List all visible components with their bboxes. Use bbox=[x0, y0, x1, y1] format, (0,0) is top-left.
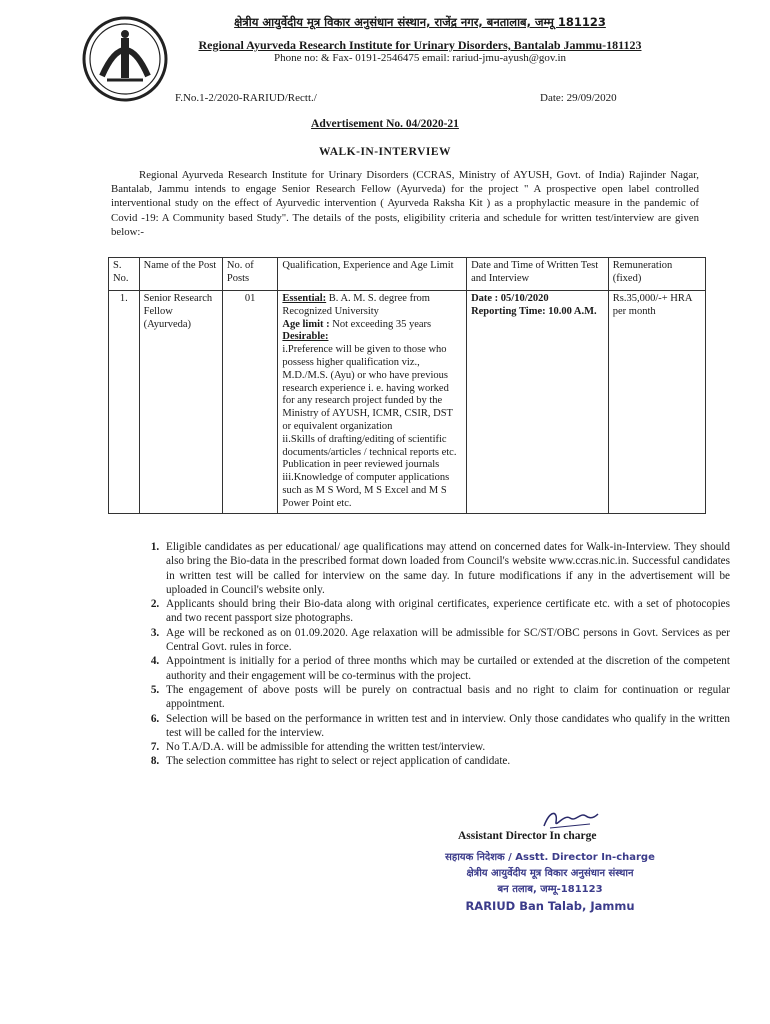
list-item: 8. The selection committee has right to select or reject application of candidate. bbox=[162, 754, 730, 768]
cell-qualification bbox=[278, 291, 467, 514]
cell-remuneration: Rs.35,000/-+ HRA per month bbox=[608, 291, 705, 514]
cell-post: Senior Research Fellow (Ayurveda) bbox=[139, 291, 222, 514]
stamp-line: सहायक निदेशक / Asstt. Director In-charge bbox=[445, 852, 655, 863]
stamp-line: क्षेत्रीय आयुर्वेदीय मूत्र विकार अनुसंधान संस्थान bbox=[466, 868, 634, 879]
handwritten-signature bbox=[540, 806, 600, 832]
header-post: Name of the Post bbox=[139, 258, 222, 291]
document-date: Date: 29/09/2020 bbox=[540, 92, 617, 104]
list-item: 3. Age will be reckoned as on 01.09.2020. Age relaxation will be admissible for SC/ST/OBC persons in Govt. Services as per Central Govt. rules in force. bbox=[162, 626, 730, 655]
list-item: 2. Applicants should bring their Bio-data along with original certificates, experience certificate etc. with a set of photocopies and two recent passport size photographs. bbox=[162, 597, 730, 626]
header-date-time: Date and Time of Written Test and Interview bbox=[467, 258, 609, 291]
institute-logo bbox=[82, 16, 168, 102]
official-stamp bbox=[430, 850, 670, 914]
desirable-item-2: ii.Skills of drafting/editing of scientific documents/articles / technical reports etc. Publication in peer reviewed journals bbox=[282, 433, 457, 471]
stamp-line: RARIUD Ban Talab, Jammu bbox=[465, 899, 635, 913]
list-item: 5. The engagement of above posts will be purely on contractual basis and no right to claim for continuation or regular appointment. bbox=[162, 683, 730, 712]
list-item: 1. Eligible candidates as per educational/ age qualifications may attend on concerned dates for Walk-in-Interview. They should also bring the Bio-data in the prescribed format down loaded from Council's website www.ccras.nic.in. Successful candidates in written test will be called for interview on the same day. In future modifications if any in the advertisement will be uploaded in Council's website only. bbox=[162, 540, 730, 597]
contact-line: Phone no: & Fax- 0191-2546475 email: rariud-jmu-ayush@gov.in bbox=[273, 52, 566, 64]
posts-table bbox=[108, 257, 706, 514]
advertisement-number: Advertisement No. 04/2020-21 bbox=[311, 118, 459, 130]
desirable-label: Desirable: bbox=[282, 331, 329, 343]
test-date: Date : 05/10/2020 bbox=[471, 293, 549, 304]
cell-no-posts: 01 bbox=[222, 291, 277, 514]
age-label: Age limit : bbox=[282, 318, 330, 330]
cell-date-time bbox=[467, 291, 609, 514]
table-header-row bbox=[109, 258, 706, 291]
stamp-line: बन तलाब, जम्मू-181123 bbox=[497, 884, 603, 895]
english-letterhead: Regional Ayurveda Research Institute for Urinary Disorders, Bantalab Jammu-181123 bbox=[198, 38, 642, 52]
age-text: Not exceeding 35 years bbox=[329, 318, 432, 330]
essential-text: B. A. M. S. degree from Recognized University bbox=[282, 293, 430, 317]
header-remuneration: Remuneration (fixed) bbox=[608, 258, 705, 291]
signatory-title: Assistant Director In charge bbox=[458, 830, 597, 842]
intro-paragraph: Regional Ayurveda Research Institute for Urinary Disorders (CCRAS, Ministry of AYUSH, Govt. of India) Rajinder Nagar, Bantalab, Jammu intends to engage Senior Research Fellow (Ayurveda) for the project " A prospective open label controlled interventional study on the effect of Ayurvedic intervention ( Ayurveda Raksha Kit ) as a prophylactic measure in the pandemic of Covid -19: A Community based Study". The details of the posts, eligibility criteria and schedule for written test/interview are given below:- bbox=[111, 169, 699, 238]
header-sno: S. No. bbox=[109, 258, 140, 291]
reporting-time: Reporting Time: 10.00 A.M. bbox=[471, 305, 597, 317]
desirable-item-1: i.Preference will be given to those who possess higher qualification viz., M.D./M.S. (Ayu) or who have previous research experience i. e. having worked for any research project funded by the Ministry of AYUSH, ICMR, CSIR, DST or equivalent organization bbox=[282, 344, 453, 432]
list-item: 7. No T.A/D.A. will be admissible for attending the written test/interview. bbox=[162, 740, 730, 754]
page-title: WALK-IN-INTERVIEW bbox=[318, 146, 452, 158]
notes-list bbox=[136, 540, 730, 769]
table-row bbox=[109, 291, 706, 514]
list-item: 4. Appointment is initially for a period of three months which may be curtailed or extended at the discretion of the competent authority and their engagement will be co-terminus with the project. bbox=[162, 654, 730, 683]
cell-sno: 1. bbox=[109, 291, 140, 514]
file-number: F.No.1-2/2020-RARIUD/Rectt./ bbox=[175, 92, 317, 104]
hindi-letterhead: क्षेत्रीय आयुर्वेदीय मूत्र विकार अनुसंधान संस्थान, राजेंद्र नगर, बनतालाब, जम्मू 181123 bbox=[234, 15, 606, 29]
list-item: 6. Selection will be based on the performance in written test and in interview. Only those candidates who qualify in the written test will be called for the interview. bbox=[162, 712, 730, 741]
header-qualification: Qualification, Experience and Age Limit bbox=[278, 258, 467, 291]
header-no-posts: No. of Posts bbox=[222, 258, 277, 291]
essential-label: Essential: bbox=[282, 293, 327, 304]
desirable-item-3: iii.Knowledge of computer applications such as M S Word, M S Excel and M S Power Point etc. bbox=[282, 472, 450, 509]
